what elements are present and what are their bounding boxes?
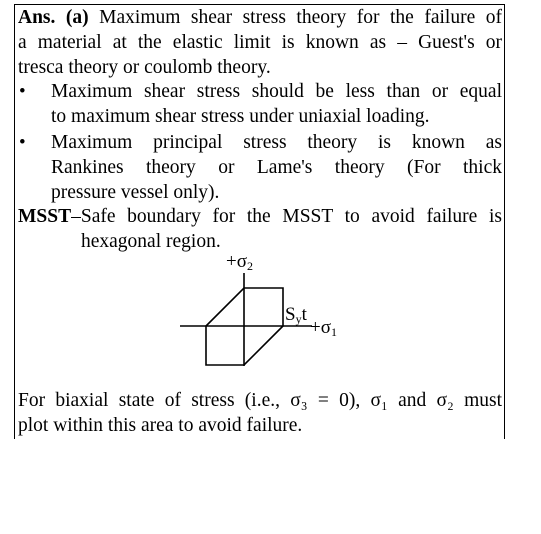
- bullet-marker: •: [19, 81, 26, 102]
- bullet-1-line-2: to maximum shear stress under uniaxial loading.: [51, 106, 430, 127]
- bullet-2-line-3: pressure vessel only).: [51, 182, 220, 203]
- answer-line-2: a material at the elastic limit is known as – Guest's or: [18, 32, 502, 53]
- bullet-2-line-1: Maximum principal stress theory is known as: [51, 132, 502, 153]
- msst-line-1: MSST–Safe boundary for the MSST to avoid failure is: [18, 206, 502, 227]
- sigma2-axis-label: $+\sigma_2$: [226, 251, 253, 273]
- answer-label: Ans. (a): [18, 7, 89, 28]
- msst-label: MSST: [18, 206, 72, 227]
- footer-line-2: plot within this area to avoid failure.: [18, 415, 303, 436]
- bullet-1-line-1: Maximum shear stress should be less than or equal: [51, 81, 502, 102]
- bullet-2-line-2: Rankines theory or Lame's theory (For thick: [51, 157, 502, 178]
- sigma1-axis-label: $+\sigma_1$: [310, 317, 337, 339]
- footer-line-1: For biaxial state of stress (i.e., σ₃ = 0), σ₁ and σ₂ must: [18, 390, 502, 411]
- answer-line-3: tresca theory or coulomb theory.: [18, 57, 271, 78]
- answer-line-1: Ans. (a) Maximum shear stress theory for the failure of: [18, 7, 502, 28]
- msst-line-2: hexagonal region.: [81, 231, 221, 252]
- bullet-marker: •: [19, 132, 26, 153]
- syt-label: $S_yt$: [285, 304, 307, 326]
